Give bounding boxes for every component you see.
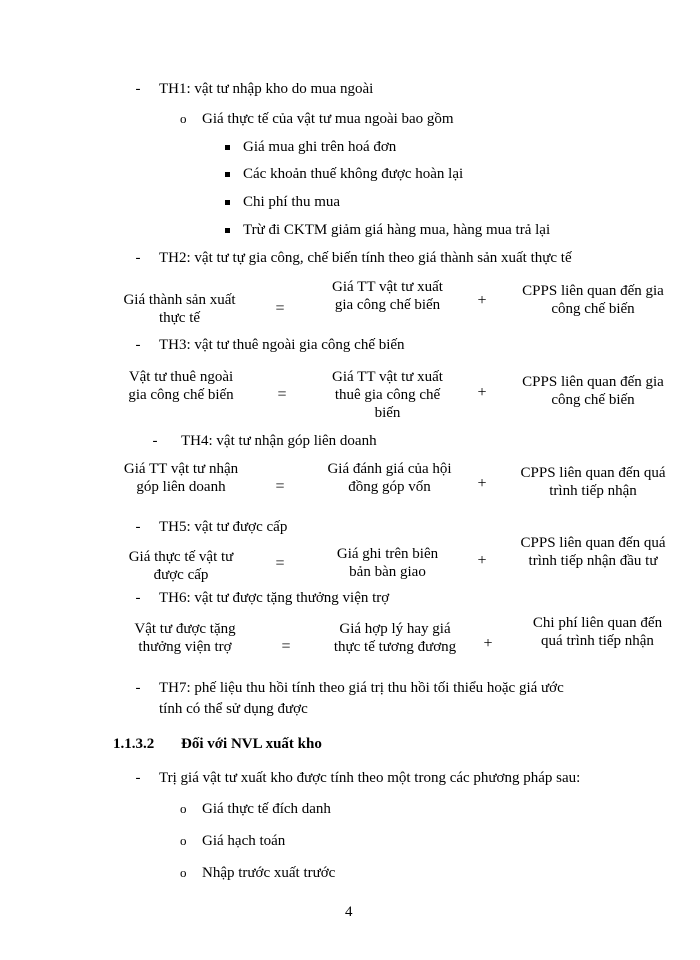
section-title: Đối với NVL xuất kho xyxy=(181,736,322,752)
formula-left: Vật tư được tặng thưởng viện trợ xyxy=(134,621,236,655)
section-intro: Trị giá vật tư xuất kho được tính theo một trong các phương pháp sau: xyxy=(159,770,581,786)
dash-bullet: - xyxy=(152,433,158,449)
formula-right: Chi phí liên quan đến quá trình tiếp nhận xyxy=(532,615,663,649)
circle-bullet: o xyxy=(180,801,187,816)
th3-text: TH3: vật tư thuê ngoài gia công chế biến xyxy=(159,337,405,353)
circle-bullet: o xyxy=(180,865,187,880)
method-item: Giá hạch toán xyxy=(202,833,286,849)
square-bullet xyxy=(225,200,230,205)
formula-left: Giá thực tế vật tư được cấp xyxy=(128,549,234,583)
formula-mid: Giá TT vật tư xuất thuê gia công chế biến xyxy=(332,369,443,421)
equals-sign: = xyxy=(275,300,285,317)
method-item: Nhập trước xuất trước xyxy=(202,865,336,881)
square-bullet xyxy=(225,145,230,150)
formula-left: Giá thành sản xuất thực tế xyxy=(123,292,236,326)
th5-text: TH5: vật tư được cấp xyxy=(159,519,288,535)
circle-bullet: o xyxy=(180,833,187,848)
th2-text: TH2: vật tư tự gia công, chế biến tính theo giá thành sản xuất thực tế xyxy=(159,250,572,266)
dash-bullet: - xyxy=(135,770,141,786)
formula-left: Vật tư thuê ngoài gia công chế biến xyxy=(128,369,234,403)
equals-sign: = xyxy=(277,386,287,403)
formula-right: CPPS liên quan đến gia công chế biến xyxy=(522,374,664,408)
th4-text: TH4: vật tư nhận góp liên doanh xyxy=(181,433,377,449)
dash-bullet: - xyxy=(135,250,141,266)
formula-mid: Giá đánh giá của hội đồng góp vốn xyxy=(327,461,452,495)
formula-right: CPPS liên quan đến gia công chế biến xyxy=(522,283,664,317)
th7-text-line1: TH7: phế liệu thu hồi tính theo giá trị thu hồi tối thiểu hoặc giá ước xyxy=(159,680,564,696)
formula-mid: Giá ghi trên biên bản bàn giao xyxy=(336,546,439,580)
plus-sign: + xyxy=(483,635,493,652)
th1-point: Các khoản thuế không được hoàn lại xyxy=(243,166,464,182)
circle-bullet: o xyxy=(180,111,187,126)
section-number: 1.1.3.2 xyxy=(113,736,155,752)
dash-bullet: - xyxy=(135,590,141,606)
plus-sign: + xyxy=(477,552,487,569)
plus-sign: + xyxy=(477,384,487,401)
dash-bullet: - xyxy=(135,81,141,97)
equals-sign: = xyxy=(275,478,285,495)
th1-point: Chi phí thu mua xyxy=(243,194,341,210)
equals-sign: = xyxy=(281,638,291,655)
dash-bullet: - xyxy=(135,519,141,535)
equals-sign: = xyxy=(275,555,285,572)
dash-bullet: - xyxy=(135,680,141,696)
page-number: 4 xyxy=(345,904,353,920)
th6-text: TH6: vật tư được tặng thưởng viện trợ xyxy=(159,590,390,606)
formula-right: CPPS liên quan đến quá trình tiếp nhận xyxy=(520,465,666,499)
formula-right: CPPS liên quan đến quá trình tiếp nhận đầu tư xyxy=(520,535,666,569)
dash-bullet: - xyxy=(135,337,141,353)
th1-point: Trừ đi CKTM giảm giá hàng mua, hàng mua trả lại xyxy=(243,222,551,238)
square-bullet xyxy=(225,172,230,177)
square-bullet xyxy=(225,228,230,233)
formula-mid: Giá TT vật tư xuất gia công chế biến xyxy=(332,279,443,313)
plus-sign: + xyxy=(477,475,487,492)
th1-sub-text: Giá thực tế của vật tư mua ngoài bao gồm xyxy=(202,111,454,127)
formula-mid: Giá hợp lý hay giá thực tế tương đương xyxy=(333,621,457,655)
th7-text-line2: tính có thể sử dụng được xyxy=(159,701,308,717)
th1-point: Giá mua ghi trên hoá đơn xyxy=(243,139,397,155)
th1-text: TH1: vật tư nhập kho do mua ngoài xyxy=(159,81,374,97)
method-item: Giá thực tế đích danh xyxy=(202,801,331,817)
plus-sign: + xyxy=(477,292,487,309)
formula-left: Giá TT vật tư nhận góp liên doanh xyxy=(123,461,239,495)
